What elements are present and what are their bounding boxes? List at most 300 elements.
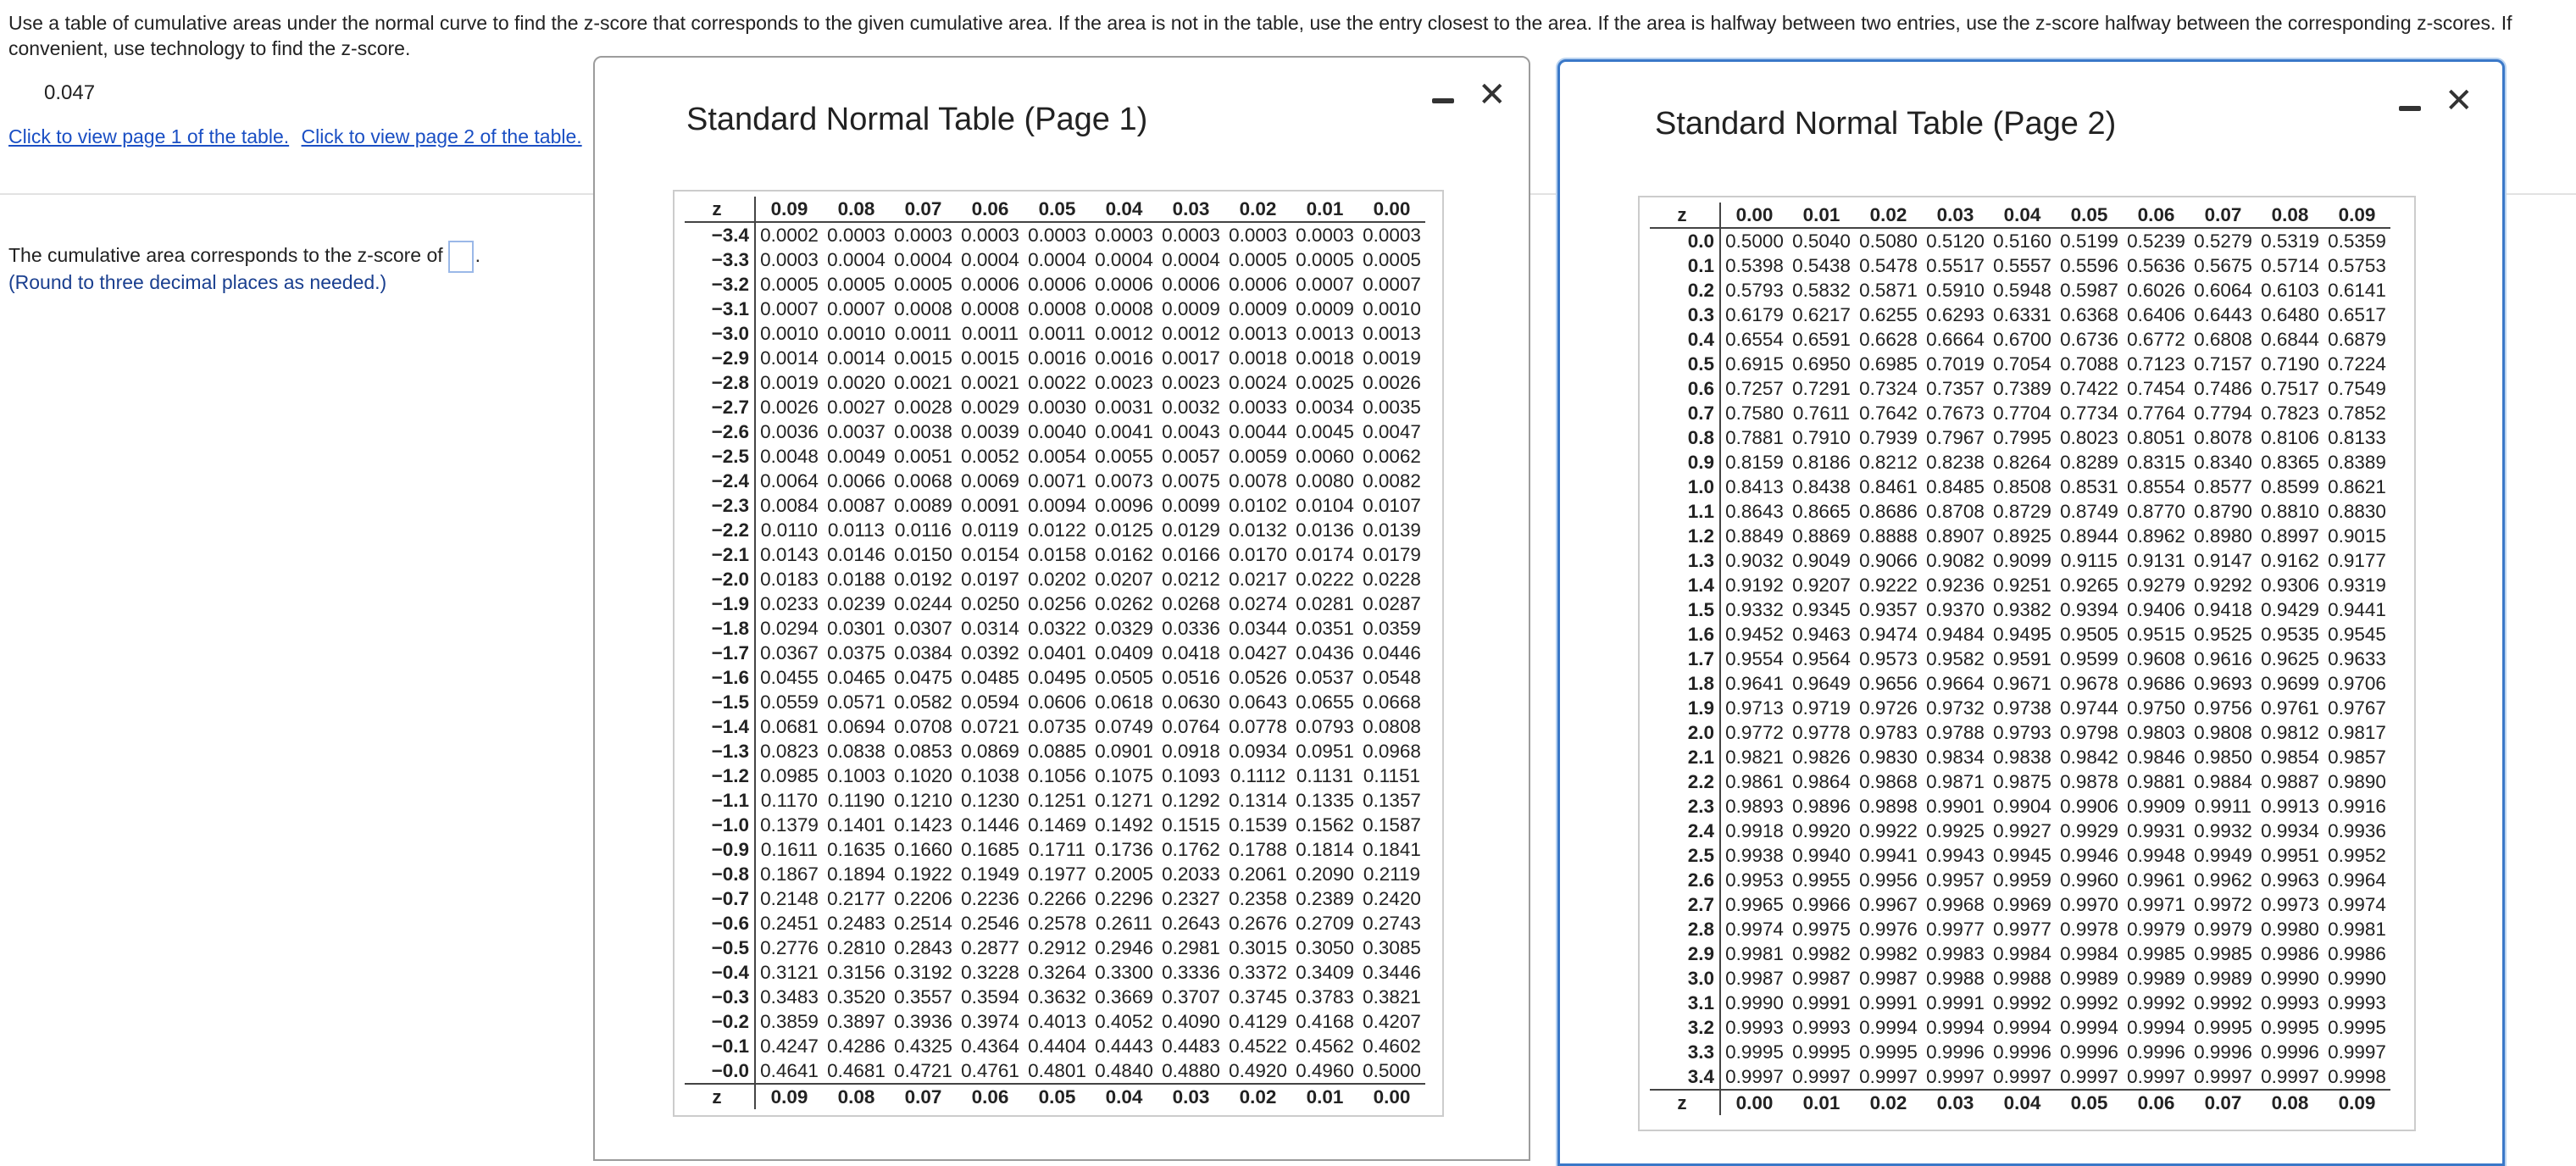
area-cell: 0.0029: [961, 397, 1019, 418]
area-cell: 0.9992: [2060, 992, 2118, 1013]
view-page2-link[interactable]: Click to view page 2 of the table.: [301, 125, 582, 147]
column-header: 0.01: [1788, 203, 1855, 228]
area-cell: 0.8554: [2127, 476, 2185, 497]
area-cell: 0.0013: [1363, 323, 1421, 344]
area-cell: 0.0207: [1095, 569, 1153, 590]
area-cell: 0.6480: [2261, 304, 2319, 325]
area-cell: 0.9251: [1993, 575, 2051, 596]
area-cell: 0.7224: [2328, 353, 2386, 375]
area-cell: 0.9990: [1725, 992, 1784, 1013]
area-cell: 0.0150: [894, 544, 952, 565]
area-cell: 0.9418: [2194, 599, 2252, 620]
area-cell: 0.1112: [1230, 765, 1286, 786]
area-cell: 0.1587: [1363, 814, 1421, 836]
z-value-cell: 1.5: [1650, 597, 1720, 622]
area-cell: 0.9545: [2328, 624, 2386, 645]
area-cell: 0.9898: [1859, 796, 1918, 817]
area-cell: 0.9949: [2194, 845, 2252, 866]
area-cell: 0.2611: [1095, 913, 1153, 934]
z-value-cell: −2.2: [685, 518, 755, 542]
area-cell: 0.9292: [2194, 575, 2252, 596]
column-header: 0.05: [1024, 197, 1091, 222]
area-cell: 0.8997: [2261, 525, 2319, 547]
area-cell: 0.9940: [1792, 845, 1851, 866]
area-cell: 0.1379: [760, 814, 819, 836]
area-cell: 0.8531: [2060, 476, 2118, 497]
area-cell: 0.1056: [1028, 765, 1086, 786]
area-cell: 0.0778: [1229, 716, 1287, 737]
table-row: [685, 960, 1425, 985]
area-cell: 0.0643: [1229, 691, 1287, 713]
z-value-cell: 1.2: [1650, 524, 1720, 548]
area-cell: 0.0233: [760, 593, 819, 614]
table-row: [685, 641, 1425, 665]
area-cell: 0.0495: [1028, 667, 1086, 688]
z-value-cell: −1.9: [685, 591, 755, 616]
area-cell: 0.0016: [1095, 347, 1153, 369]
area-cell: 0.7422: [2060, 378, 2118, 399]
area-cell: 0.9236: [1926, 575, 1985, 596]
area-cell: 0.9996: [2261, 1041, 2319, 1063]
area-cell: 0.0139: [1363, 519, 1421, 541]
area-cell: 0.5948: [1993, 280, 2051, 301]
area-cell: 0.8770: [2127, 501, 2185, 522]
area-cell: 0.9719: [1792, 697, 1851, 719]
z-value-cell: −3.2: [685, 272, 755, 297]
area-cell: 0.0505: [1095, 667, 1153, 688]
area-cell: 0.0418: [1162, 642, 1220, 664]
z-value-cell: 2.5: [1650, 843, 1720, 868]
area-cell: 0.8023: [2060, 427, 2118, 448]
area-cell: 0.3859: [760, 1011, 819, 1032]
area-cell: 0.2177: [827, 888, 886, 909]
area-cell: 0.2877: [961, 937, 1019, 958]
z-value-cell: 3.3: [1650, 1040, 1720, 1064]
area-cell: 0.0548: [1363, 667, 1421, 688]
table-page2-window: [1557, 59, 2505, 1166]
area-cell: 0.9979: [2127, 919, 2185, 940]
area-cell: 0.6915: [1725, 353, 1784, 375]
area-cell: 0.5987: [2060, 280, 2118, 301]
area-cell: 0.2358: [1229, 888, 1287, 909]
z-value-cell: −0.8: [685, 862, 755, 886]
area-cell: 0.4364: [961, 1036, 1019, 1057]
area-cell: 0.9887: [2261, 771, 2319, 792]
area-cell: 0.9382: [1993, 599, 2051, 620]
area-cell: 0.7764: [2127, 403, 2185, 424]
area-cell: 0.1357: [1363, 790, 1421, 811]
area-cell: 0.0901: [1095, 741, 1153, 762]
area-cell: 0.4052: [1095, 1011, 1153, 1032]
area-cell: 0.0096: [1095, 495, 1153, 516]
area-cell: 0.9981: [1725, 943, 1784, 964]
area-cell: 0.0087: [827, 495, 886, 516]
minimize-icon[interactable]: [2399, 106, 2421, 111]
area-cell: 0.1469: [1028, 814, 1086, 836]
area-cell: 0.2296: [1095, 888, 1153, 909]
area-cell: 0.0143: [760, 544, 819, 565]
close-icon[interactable]: ✕: [1478, 76, 1507, 114]
area-cell: 0.0212: [1162, 569, 1220, 590]
table-row: [1650, 892, 2390, 917]
area-cell: 0.1922: [894, 863, 952, 885]
area-cell: 0.0125: [1095, 519, 1153, 541]
column-header: 0.05: [1024, 1084, 1091, 1109]
area-cell: 0.0367: [760, 642, 819, 664]
area-cell: 0.6772: [2127, 329, 2185, 350]
area-cell: 0.9952: [2328, 845, 2386, 866]
area-cell: 0.9988: [1926, 968, 1985, 989]
z-column-header: z: [685, 197, 755, 222]
area-cell: 0.9934: [2261, 820, 2319, 841]
minimize-icon[interactable]: [1432, 98, 1454, 103]
area-cell: 0.0934: [1229, 741, 1287, 762]
z-value-cell: −1.4: [685, 714, 755, 739]
area-cell: 0.0045: [1296, 421, 1354, 442]
area-cell: 0.0021: [894, 372, 952, 393]
area-cell: 0.4880: [1162, 1060, 1220, 1081]
z-score-answer-input[interactable]: [448, 241, 474, 273]
area-cell: 0.6554: [1725, 329, 1784, 350]
area-cell: 0.0026: [1363, 372, 1421, 393]
area-cell: 0.0559: [760, 691, 819, 713]
area-cell: 0.9995: [2328, 1017, 2386, 1038]
area-cell: 0.1423: [894, 814, 952, 836]
area-cell: 0.8810: [2261, 501, 2319, 522]
z-value-cell: −0.4: [685, 960, 755, 985]
area-cell: 0.9573: [1859, 648, 1918, 669]
area-cell: 0.9989: [2060, 968, 2118, 989]
table-row: [1650, 622, 2390, 647]
area-cell: 0.5199: [2060, 230, 2118, 252]
column-header: 0.08: [2257, 1090, 2323, 1115]
area-cell: 0.0359: [1363, 618, 1421, 639]
area-cell: 0.0136: [1296, 519, 1354, 541]
table-row: [685, 862, 1425, 886]
area-cell: 0.0606: [1028, 691, 1086, 713]
area-cell: 0.0066: [827, 470, 886, 491]
area-cell: 0.0582: [894, 691, 952, 713]
area-cell: 0.0084: [760, 495, 819, 516]
area-cell: 0.9864: [1792, 771, 1851, 792]
area-cell: 0.9767: [2328, 697, 2386, 719]
area-cell: 0.0039: [961, 421, 1019, 442]
area-cell: 0.5359: [2328, 230, 2386, 252]
area-cell: 0.9965: [1725, 894, 1784, 915]
area-cell: 0.2090: [1296, 863, 1354, 885]
column-header: 0.04: [1989, 203, 2056, 228]
area-cell: 0.5279: [2194, 230, 2252, 252]
area-cell: 0.5000: [1363, 1060, 1421, 1081]
area-cell: 0.6517: [2328, 304, 2386, 325]
area-cell: 0.0129: [1162, 519, 1220, 541]
area-cell: 0.0174: [1296, 544, 1354, 565]
area-cell: 0.3085: [1363, 937, 1421, 958]
area-cell: 0.4840: [1095, 1060, 1153, 1081]
area-cell: 0.9997: [2127, 1066, 2185, 1087]
area-cell: 0.0274: [1229, 593, 1287, 614]
area-cell: 0.5160: [1993, 230, 2051, 252]
area-cell: 0.1170: [760, 790, 819, 811]
area-cell: 0.0336: [1162, 618, 1220, 639]
area-cell: 0.0024: [1229, 372, 1287, 393]
area-cell: 0.3520: [827, 986, 886, 1008]
area-cell: 0.4090: [1162, 1011, 1220, 1032]
z-value-cell: −1.1: [685, 788, 755, 813]
area-cell: 0.4247: [760, 1036, 819, 1057]
area-cell: 0.4920: [1229, 1060, 1287, 1081]
area-cell: 0.2946: [1095, 937, 1153, 958]
area-cell: 0.6664: [1926, 329, 1985, 350]
area-cell: 0.0068: [894, 470, 952, 491]
area-cell: 0.9881: [2127, 771, 2185, 792]
z-value-cell: −2.6: [685, 419, 755, 444]
area-cell: 0.4286: [827, 1036, 886, 1057]
table-row: [685, 690, 1425, 714]
area-cell: 0.9608: [2127, 648, 2185, 669]
area-cell: 0.9817: [2328, 722, 2386, 743]
area-cell: 0.2709: [1296, 913, 1354, 934]
close-icon[interactable]: ✕: [2445, 82, 2473, 119]
area-cell: 0.6217: [1792, 304, 1851, 325]
area-cell: 0.0526: [1229, 667, 1287, 688]
area-cell: 0.6808: [2194, 329, 2252, 350]
area-cell: 0.7910: [1792, 427, 1851, 448]
area-cell: 0.0571: [827, 691, 886, 713]
area-cell: 0.0010: [1363, 298, 1421, 319]
table-row: [685, 985, 1425, 1009]
z-value-cell: 0.3: [1650, 303, 1720, 327]
area-cell: 0.0749: [1095, 716, 1153, 737]
column-header: 0.02: [1855, 203, 1922, 228]
area-cell: 0.0016: [1028, 347, 1086, 369]
area-cell: 0.9772: [1725, 722, 1784, 743]
area-cell: 0.2776: [760, 937, 819, 958]
area-cell: 0.0475: [894, 667, 952, 688]
column-header: 0.01: [1291, 1084, 1358, 1109]
area-cell: 0.0287: [1363, 593, 1421, 614]
table-row: [1650, 425, 2390, 450]
area-cell: 0.0188: [827, 569, 886, 590]
area-cell: 0.9884: [2194, 771, 2252, 792]
area-cell: 0.0009: [1296, 298, 1354, 319]
area-cell: 0.9987: [1859, 968, 1918, 989]
area-cell: 0.6293: [1926, 304, 1985, 325]
area-cell: 0.9641: [1725, 673, 1784, 694]
area-cell: 0.0375: [827, 642, 886, 664]
column-header: 0.05: [2056, 203, 2123, 228]
z-value-cell: 0.1: [1650, 253, 1720, 278]
area-cell: 0.9957: [1926, 869, 1985, 891]
area-cell: 0.0113: [827, 519, 886, 541]
area-cell: 0.9207: [1792, 575, 1851, 596]
area-cell: 0.9868: [1859, 771, 1918, 792]
area-cell: 0.9798: [2060, 722, 2118, 743]
area-cell: 0.1788: [1229, 839, 1287, 860]
area-cell: 0.0031: [1095, 397, 1153, 418]
table-row: [1650, 499, 2390, 524]
area-cell: 0.9582: [1926, 648, 1985, 669]
area-cell: 0.9992: [2127, 992, 2185, 1013]
area-cell: 0.1401: [827, 814, 886, 836]
area-cell: 0.0314: [961, 618, 1019, 639]
z-value-cell: −0.7: [685, 886, 755, 911]
area-cell: 0.7611: [1792, 403, 1851, 424]
area-cell: 0.9115: [2060, 550, 2118, 571]
area-cell: 0.9986: [2328, 943, 2386, 964]
area-cell: 0.6985: [1859, 353, 1918, 375]
table-header-row: [685, 1084, 1425, 1109]
area-cell: 0.8944: [2060, 525, 2118, 547]
area-cell: 0.9756: [2194, 697, 2252, 719]
area-cell: 0.9750: [2127, 697, 2185, 719]
view-page1-link[interactable]: Click to view page 1 of the table.: [8, 125, 290, 147]
area-cell: 0.0885: [1028, 741, 1086, 762]
area-cell: 0.7642: [1859, 403, 1918, 424]
column-header: 0.04: [1989, 1090, 2056, 1115]
area-cell: 0.2420: [1363, 888, 1421, 909]
z-value-cell: 2.0: [1650, 720, 1720, 745]
area-cell: 0.1492: [1095, 814, 1153, 836]
table-row: [685, 739, 1425, 763]
area-cell: 0.0080: [1296, 470, 1354, 491]
area-cell: 0.0244: [894, 593, 952, 614]
table-row: [1650, 991, 2390, 1015]
area-cell: 0.0060: [1296, 446, 1354, 467]
area-cell: 0.3264: [1028, 962, 1086, 983]
area-cell: 0.0217: [1229, 569, 1287, 590]
area-cell: 0.9686: [2127, 673, 2185, 694]
area-cell: 0.0034: [1296, 397, 1354, 418]
area-cell: 0.9977: [1993, 919, 2051, 940]
area-cell: 0.9525: [2194, 624, 2252, 645]
area-cell: 0.5517: [1926, 255, 1985, 276]
area-cell: 0.9406: [2127, 599, 2185, 620]
area-cell: 0.9976: [1859, 919, 1918, 940]
area-cell: 0.2266: [1028, 888, 1086, 909]
area-cell: 0.9834: [1926, 747, 1985, 768]
area-cell: 0.7454: [2127, 378, 2185, 399]
area-cell: 0.9192: [1725, 575, 1784, 596]
area-cell: 0.9871: [1926, 771, 1985, 792]
area-cell: 0.0869: [961, 741, 1019, 762]
area-cell: 0.0107: [1363, 495, 1421, 516]
area-cell: 0.2743: [1363, 913, 1421, 934]
area-cell: 0.0055: [1095, 446, 1153, 467]
area-cell: 0.9974: [1725, 919, 1784, 940]
z-value-cell: −1.7: [685, 641, 755, 665]
area-cell: 0.8962: [2127, 525, 2185, 547]
area-cell: 0.9941: [1859, 845, 1918, 866]
area-cell: 0.0158: [1028, 544, 1086, 565]
area-cell: 0.0037: [827, 421, 886, 442]
z-value-cell: −2.1: [685, 542, 755, 567]
area-cell: 0.0041: [1095, 421, 1153, 442]
instructions: Use a table of cumulative areas under the normal curve to find the z-score that corresponds to the given cumulative area. If the area is not in the table, use the entry closest to the area. If the area is halfway between two entries, use the z-score halfway between the corresponding z-scores. If convenient, use technology to find the z-score.: [8, 12, 2512, 59]
area-cell: 0.0197: [961, 569, 1019, 590]
area-cell: 0.0009: [1229, 298, 1287, 319]
area-cell: 0.9909: [2127, 796, 2185, 817]
area-cell: 0.8159: [1725, 452, 1784, 473]
area-cell: 0.2148: [760, 888, 819, 909]
table-row: [685, 247, 1425, 272]
area-cell: 0.0006: [1229, 274, 1287, 295]
area-cell: 0.5319: [2261, 230, 2319, 252]
area-cell: 0.0307: [894, 618, 952, 639]
area-cell: 0.0793: [1296, 716, 1354, 737]
area-cell: 0.0005: [1296, 249, 1354, 270]
area-cell: 0.0427: [1229, 642, 1287, 664]
area-cell: 0.8729: [1993, 501, 2051, 522]
area-cell: 0.0025: [1296, 372, 1354, 393]
z-value-cell: 0.5: [1650, 352, 1720, 376]
area-cell: 0.9649: [1792, 673, 1851, 694]
area-cell: 0.9994: [1926, 1017, 1985, 1038]
area-cell: 0.0192: [894, 569, 952, 590]
z-value-cell: 2.8: [1650, 917, 1720, 941]
area-cell: 0.0004: [961, 249, 1019, 270]
area-cell: 0.9830: [1859, 747, 1918, 768]
area-cell: 0.0202: [1028, 569, 1086, 590]
area-cell: 0.9015: [2328, 525, 2386, 547]
area-cell: 0.0436: [1296, 642, 1354, 664]
area-cell: 0.0228: [1363, 569, 1421, 590]
area-cell: 0.0721: [961, 716, 1019, 737]
table-row: [685, 297, 1425, 321]
area-cell: 0.9938: [1725, 845, 1784, 866]
area-cell: 0.9846: [2127, 747, 2185, 768]
area-cell: 0.6950: [1792, 353, 1851, 375]
area-cell: 0.0764: [1162, 716, 1220, 737]
area-cell: 0.9931: [2127, 820, 2185, 841]
z-value-cell: 1.7: [1650, 647, 1720, 671]
area-cell: 0.0853: [894, 741, 952, 762]
area-cell: 0.5636: [2127, 255, 2185, 276]
area-cell: 0.4168: [1296, 1011, 1354, 1032]
area-cell: 0.0132: [1229, 519, 1287, 541]
area-cell: 0.1314: [1229, 790, 1287, 811]
area-cell: 0.9032: [1725, 550, 1784, 571]
table-row: [1650, 228, 2390, 253]
z-value-cell: −0.2: [685, 1009, 755, 1034]
area-cell: 0.8389: [2328, 452, 2386, 473]
area-cell: 0.8849: [1725, 525, 1784, 547]
area-cell: 0.8790: [2194, 501, 2252, 522]
area-cell: 0.7190: [2261, 353, 2319, 375]
area-cell: 0.5832: [1792, 280, 1851, 301]
area-cell: 0.0262: [1095, 593, 1153, 614]
area-cell: 0.8289: [2060, 452, 2118, 473]
z-table: [685, 197, 1425, 1109]
table-row: [1650, 647, 2390, 671]
area-cell: 0.9222: [1859, 575, 1918, 596]
area-cell: 0.9974: [2328, 894, 2386, 915]
z-value-cell: −0.6: [685, 911, 755, 936]
z-value-cell: −1.6: [685, 665, 755, 690]
area-cell: 0.1131: [1296, 765, 1354, 786]
area-cell: 0.0071: [1028, 470, 1086, 491]
area-cell: 0.0044: [1229, 421, 1287, 442]
area-cell: 0.4602: [1363, 1036, 1421, 1057]
column-header: 0.01: [1291, 197, 1358, 222]
area-cell: 0.9979: [2194, 919, 2252, 940]
area-cell: 0.7967: [1926, 427, 1985, 448]
area-cell: 0.9732: [1926, 697, 1985, 719]
area-cell: 0.0668: [1363, 691, 1421, 713]
area-cell: 0.0002: [760, 225, 819, 246]
area-cell: 0.1711: [1028, 839, 1086, 860]
area-cell: 0.2033: [1162, 863, 1220, 885]
